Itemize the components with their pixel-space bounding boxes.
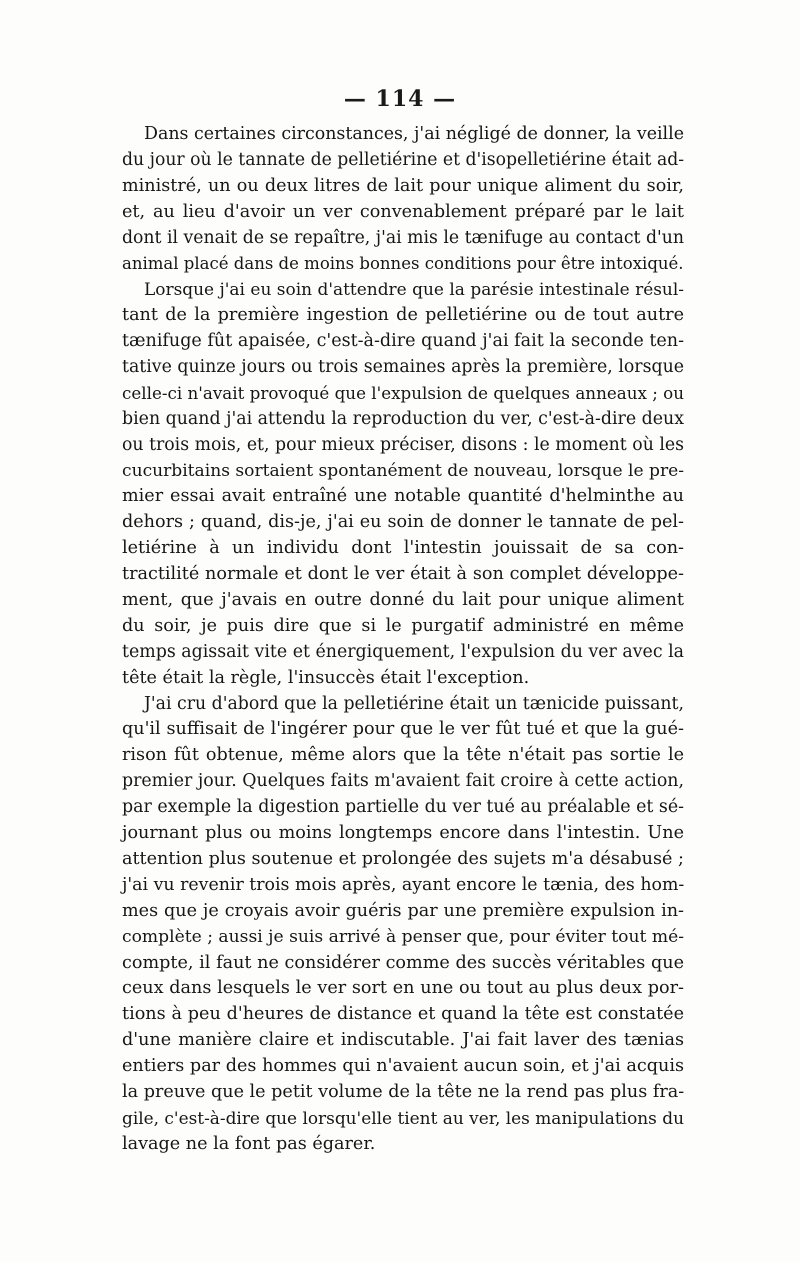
text-line: entiers par des hommes qui n'avaient aucun soin, et j'ai acquis [122,1056,684,1077]
text-line: tractilité normale et dont le ver était à son complet développe- [122,564,684,585]
text-line: dont il venait de se repaître, j'ai mis le tænifuge au contact d'un [122,227,684,248]
text-line: temps agissait vite et énergiquement, l'expulsion du ver avec la [122,641,684,662]
text-line: mier essai avait entraîné une notable quantité d'helminthe au [122,486,684,507]
text-line: cucurbitains sortaient spontanément de nouveau, lorsque le pre- [122,460,684,481]
text-line: letiérine à un individu dont l'intestin jouissait de sa con- [122,538,684,559]
text-line: ment, que j'avais en outre donné du lait pour unique aliment [122,590,684,611]
text-line: ministré, un ou deux litres de lait pour unique aliment du soir, [122,175,684,196]
text-line: tions à peu d'heures de distance et quand la tête est constatée [122,1004,684,1025]
text-line: journant plus ou moins longtemps encore dans l'intestin. Une [122,823,684,844]
text-line: compte, il faut ne considérer comme des succès véritables que [122,952,684,973]
text-line: j'ai vu revenir trois mois après, ayant encore le tænia, des hom- [122,874,685,895]
text-line: dehors ; quand, dis-je, j'ai eu soin de donner le tannate de pel- [122,512,684,533]
text-line: celle-ci n'avait provoqué que l'expulsion de quelques anneaux ; ou [122,382,684,403]
text-line: attention plus soutenue et prolongée des sujets m'a désabusé ; [122,848,684,869]
text-line: ou trois mois, et, pour mieux préciser, disons : le moment où les [122,434,684,455]
text-line: la preuve que le petit volume de la tête ne la rend pas plus fra- [122,1081,685,1102]
text-line: tête était la règle, l'insuccès était l'exception. [122,667,530,688]
text-line: tænifuge fût apaisée, c'est-à-dire quand j'ai fait la seconde ten- [122,331,684,352]
text-line: qu'il suffisait de l'ingérer pour que le ver fût tué et que la gué- [122,719,684,740]
text-line: tative quinze jours ou trois semaines après la première, lorsque [122,357,684,378]
body-text [122,122,684,1158]
text-line: ceux dans lesquels le ver sort en une ou tout au plus deux por- [122,978,684,999]
text-line: du jour où le tannate de pelletiérine et d'isopelletiérine était ad- [122,149,685,170]
text-line: rison fût obtenue, même alors que la tête n'était pas sortie le [122,745,684,766]
text-line: premier jour. Quelques faits m'avaient fait croire à cette action, [122,771,684,792]
text-line: J'ai cru d'abord que la pelletiérine était un tænicide puissant, [144,693,684,714]
text-line: gile, c'est-à-dire que lorsqu'elle tient au ver, les manipulations du [122,1107,684,1128]
text-line: tant de la première ingestion de pelletiérine ou de tout autre [122,305,684,326]
text-line: complète ; aussi je suis arrivé à penser que, pour éviter tout mé- [122,926,684,947]
text-line: Lorsque j'ai eu soin d'attendre que la parésie intestinale résul- [144,279,684,300]
text-line: mes que je croyais avoir guéris par une première expulsion in- [122,900,684,921]
text-line: par exemple la digestion partielle du ver tué au préalable et sé- [122,797,684,818]
text-line: animal placé dans de moins bonnes conditions pour être intoxiqué. [122,254,684,274]
text-line: lavage ne la font pas égarer. [122,1133,376,1154]
text-line: et, au lieu d'avoir un ver convenablement préparé par le lait [122,201,684,222]
page-number: — 114 — [343,86,457,112]
text-line: du soir, je puis dire que si le purgatif administré en même [122,615,684,636]
text-line: d'une manière claire et indiscutable. J'ai fait laver des tænias [122,1030,684,1051]
text-line: Dans certaines circonstances, j'ai négligé de donner, la veille [144,124,684,144]
text-line: bien quand j'ai attendu la reproduction du ver, c'est-à-dire deux [122,408,684,429]
